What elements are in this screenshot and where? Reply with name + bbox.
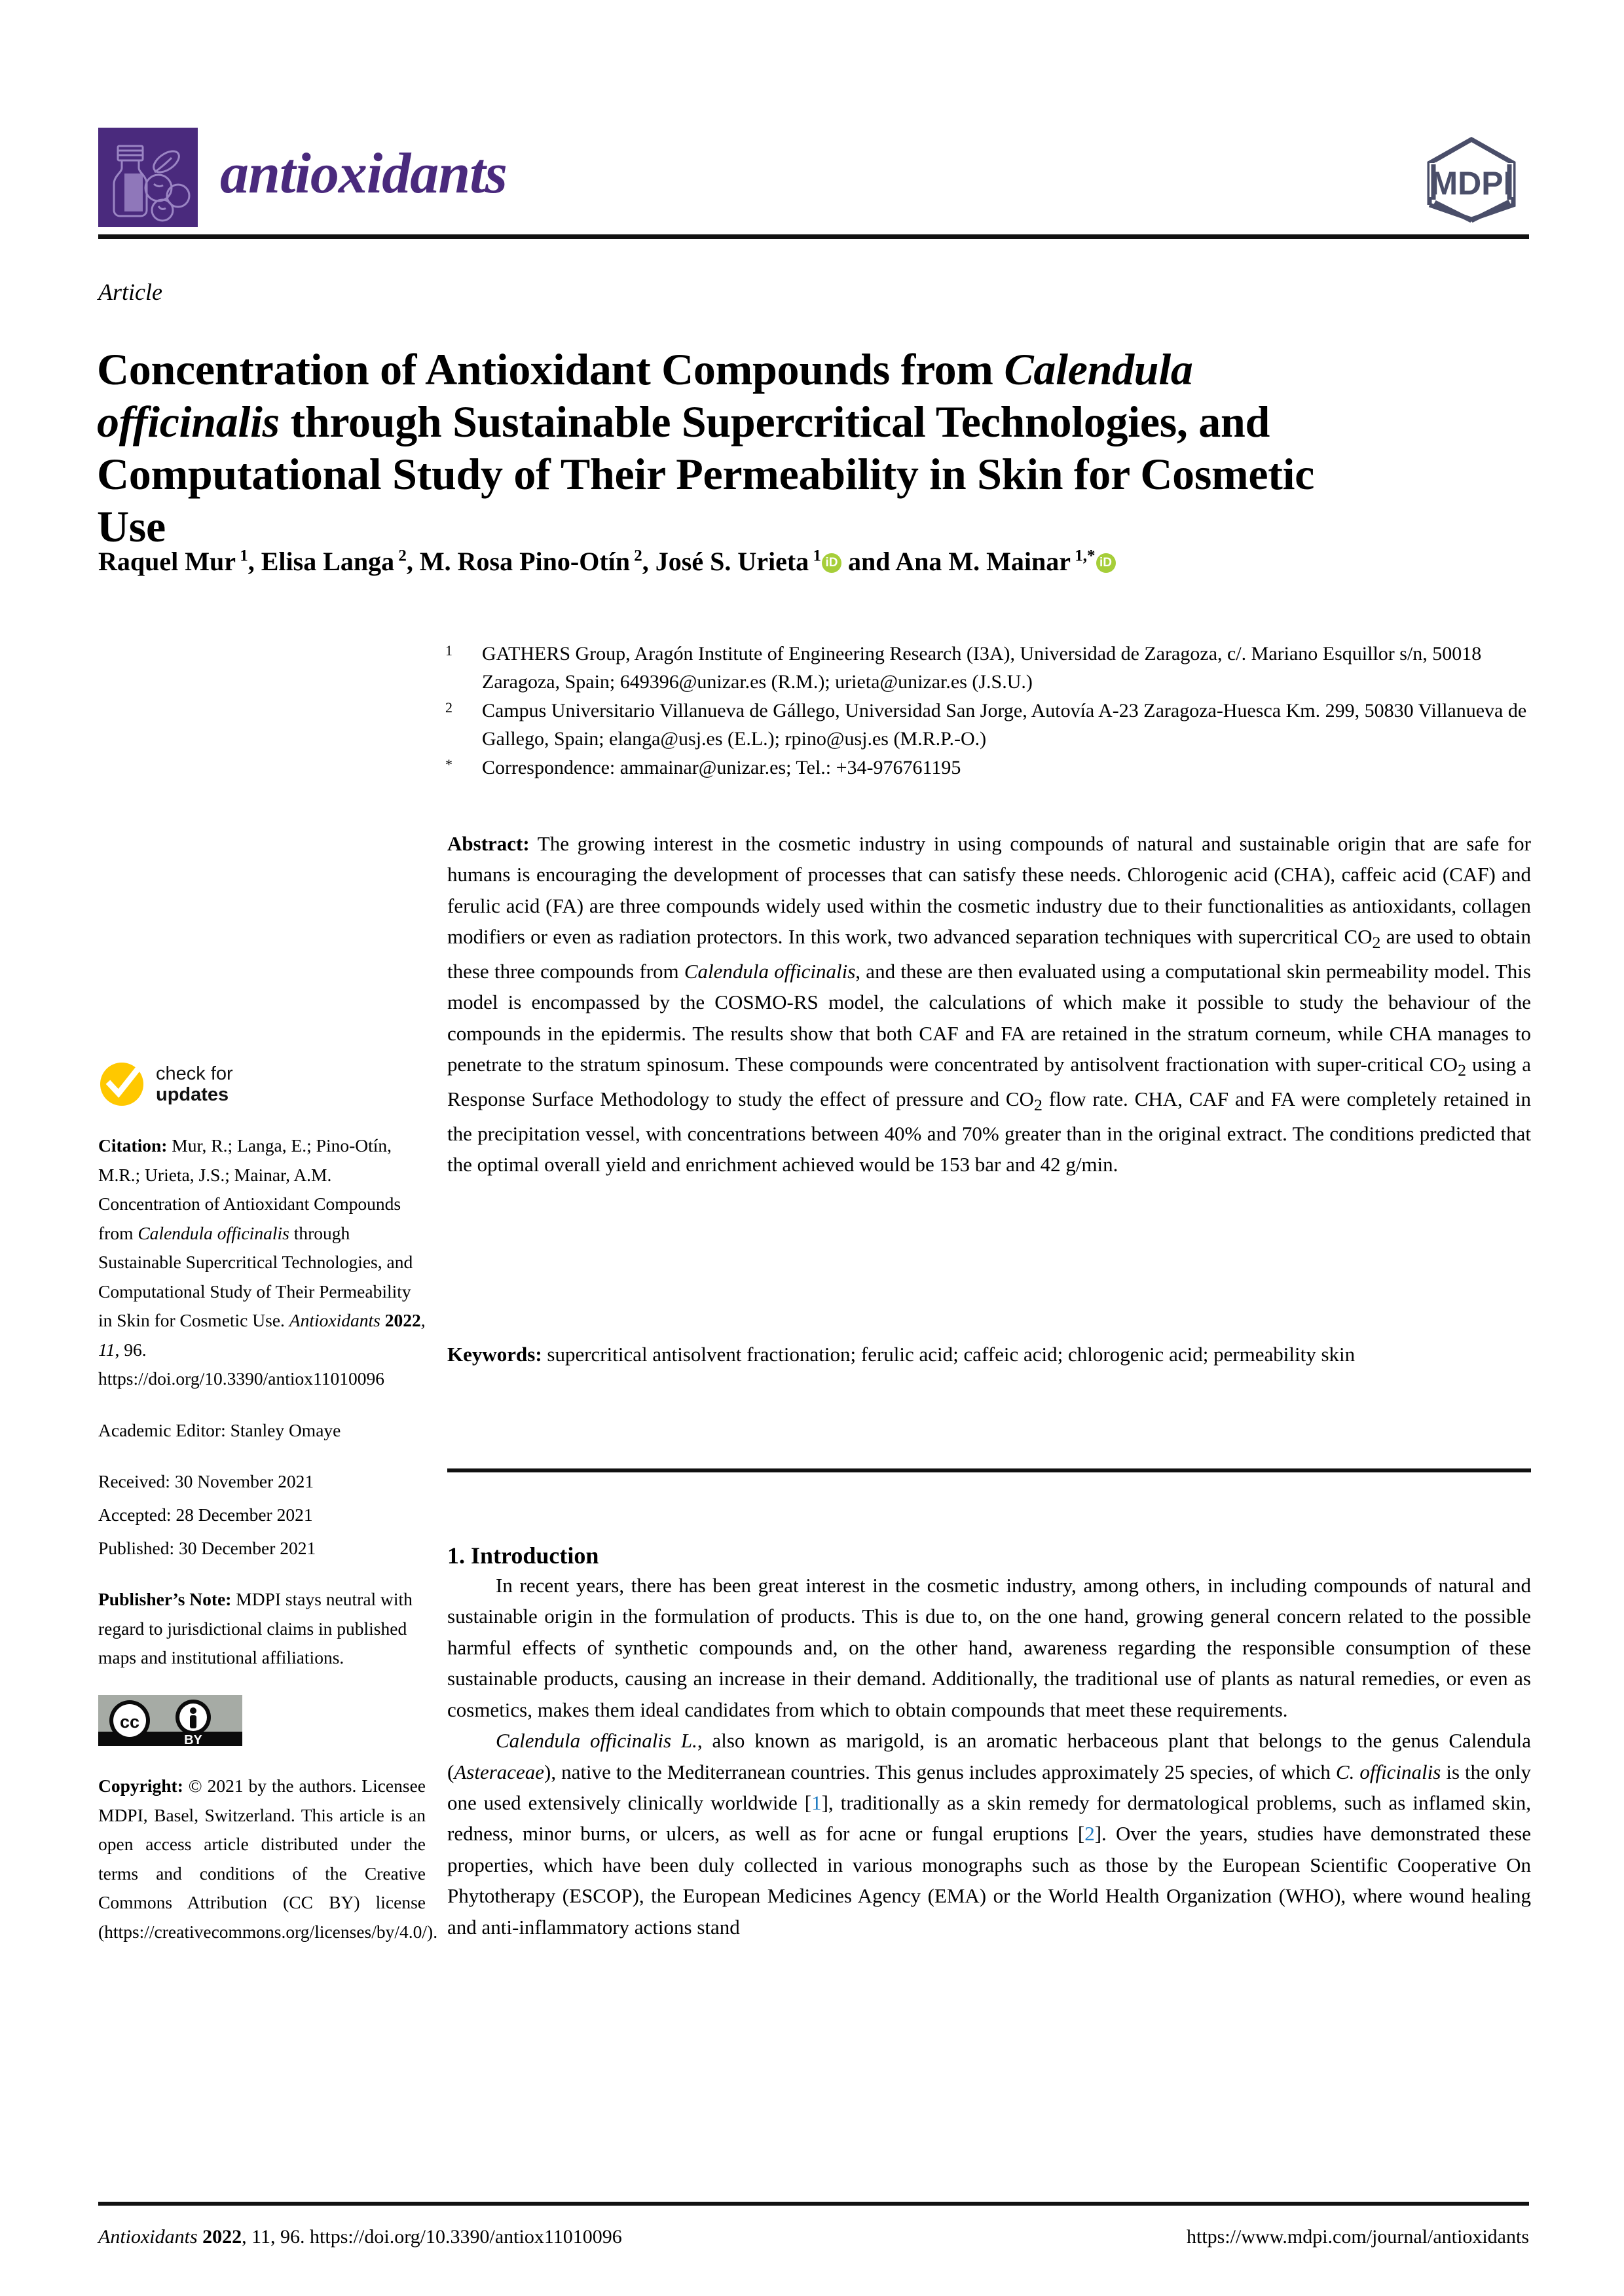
abstract-sub-1: 2	[1372, 933, 1381, 953]
accepted-date: Accepted: 28 December 2021	[98, 1504, 313, 1525]
publishers-note-label: Publisher’s Note:	[98, 1589, 232, 1610]
copyright-block	[98, 1772, 438, 1946]
check-for-updates-badge[interactable]	[98, 1061, 426, 1108]
page-title	[97, 343, 1380, 553]
orcid-icon[interactable]: iD	[1096, 553, 1116, 573]
citation-authors: Mur, R.; Langa, E.; Pino-Otín, M.R.; Urieta, J.S.; Mainar, A.M. Concentration of Antioxidant Compounds from	[98, 1135, 401, 1243]
affiliation-row	[445, 754, 1532, 785]
journal-logo-group	[98, 128, 507, 227]
abstract-label: Abstract:	[447, 832, 530, 855]
reference-link-1[interactable]: 1	[811, 1791, 822, 1814]
intro-p2-seg-a: , also known as marigold, is an aromatic herbaceous plant that belongs to the genus Calendula (	[447, 1729, 1531, 1783]
citation-species: Calendula officinalis	[138, 1222, 289, 1243]
author-name: José S. Urieta	[655, 547, 809, 576]
author-name: Ana M. Mainar	[895, 547, 1071, 576]
affiliation-row	[445, 697, 1532, 753]
mdpi-hexagon-icon	[1414, 134, 1529, 223]
check-circle-icon	[98, 1061, 145, 1108]
creative-commons-by-icon[interactable]	[98, 1695, 426, 1755]
author-affiliation-marker: 1,*	[1071, 547, 1096, 565]
title-segment-1: Concentration of Antioxidant Compounds from	[97, 344, 1005, 394]
header-divider	[98, 234, 1529, 239]
author-name: Raquel Mur	[98, 547, 236, 576]
asteraceae-family-name: Asteraceae	[454, 1760, 545, 1783]
intro-paragraph-1: In recent years, there has been great interest in the cosmetic industry, among others, in including compounds of natural and sustainable origin in the formulation of products. This is due to, on the one hand, growing general concern related to the possible harmful effects of synthetic compounds and, on the other hand, awareness regarding the responsible consumption of these sustainable products, causing an increase in their demand. Additionally, the traditional use of plants as natural remedies, or even as cosmetics, makes them ideal candidates from which to obtain compounds that meet these requirements.	[447, 1574, 1531, 1721]
citation-page: , 96.	[115, 1339, 147, 1360]
abstract-text-2: are used to obtain these three compounds from	[447, 925, 1531, 983]
author-list	[98, 545, 1408, 579]
keywords-text: supercritical antisolvent fractionation; ferulic acid; caffeic acid; chlorogenic acid; permeability skin	[542, 1343, 1356, 1366]
check-updates-line2: updates	[156, 1084, 229, 1105]
abstract-text-1: The growing interest in the cosmetic industry in using compounds of natural and sustainable origin that are safe for humans is encouraging the development of processes that can satisfy these needs. Chlorogenic acid (CHA), caffeic acid (CAF) and ferulic acid (FA) are three compounds widely used within the cosmetic industry due to their functionalities as antioxidants, collagen modifiers or even as radiation protectors. In this work, two advanced separation techniques with supercritical CO	[447, 832, 1531, 949]
abstract-text-5: flow rate. CHA, CAF and FA were completely retained in the precipitation vessel, with concentrations between 40% and 70% greater than in the original extract. The conditions predicted that the optimal overall yield and enrichment achieved would be 153 bar and 42 g/min.	[447, 1087, 1531, 1176]
publishers-note	[98, 1585, 426, 1673]
author-affiliation-marker: 2	[394, 547, 407, 565]
page-footer	[98, 2226, 1529, 2248]
citation-doi-link[interactable]: https://doi.org/10.3390/antiox11010096	[98, 1368, 384, 1389]
affiliation-list	[445, 640, 1532, 786]
abstract-species: Calendula officinalis	[684, 959, 856, 983]
reference-link-2[interactable]: 2	[1084, 1822, 1095, 1846]
affiliation-text: Correspondence: ammainar@unizar.es; Tel.: +34-976761195	[482, 757, 961, 779]
keywords-divider	[447, 1468, 1531, 1472]
section-heading-introduction: 1. Introduction	[447, 1542, 599, 1569]
author-separator: ,	[406, 547, 420, 576]
author-name: M. Rosa Pino-Otín	[419, 547, 631, 576]
footer-citation	[98, 2226, 622, 2248]
intro-p2-seg-e: ]. Over the years, studies have demonstrated these properties, which have been duly collected in various monographs such as those by the European Scientific Cooperative On Phytotherapy (ESCOP), the European Medicines Agency (EMA) or the World Health Organization (WHO), where wound healing and anti-inflammatory actions stand	[447, 1822, 1532, 1939]
footer-citation-rest: , 11, 96. https://doi.org/10.3390/antiox11010096	[242, 2226, 622, 2248]
author-affiliation-marker: 2	[630, 547, 642, 565]
c-officinalis-name: C. officinalis	[1335, 1760, 1441, 1783]
citation-year: 2022	[380, 1310, 421, 1331]
affiliation-row	[445, 640, 1532, 696]
intro-p2-seg-d: ], traditionally as a skin remedy for dermatological problems, such as inflamed skin, redness, minor burns, or ulcers, as well as for acne or fungal eruptions [	[447, 1791, 1531, 1846]
page-header	[98, 128, 1529, 232]
citation-label: Citation:	[98, 1135, 168, 1156]
intro-p2-seg-b: ), native to the Mediterranean countries. This genus includes approximately 25 species, of which	[544, 1760, 1336, 1783]
bottle-berries-icon	[98, 128, 198, 227]
check-updates-line1: check for	[156, 1063, 233, 1084]
footer-year: 2022	[197, 2226, 242, 2248]
received-date: Received: 30 November 2021	[98, 1471, 314, 1492]
author-affiliation-marker: 1	[809, 547, 821, 565]
intro-p2-seg-c: is the only one used extensively clinically worldwide [	[447, 1760, 1531, 1814]
keywords-label: Keywords:	[447, 1343, 542, 1366]
footer-divider	[98, 2202, 1529, 2206]
title-segment-2: through Sustainable Supercritical Technologies, and Computational Study of Their Permeability in Skin for Cosmetic Use	[97, 396, 1315, 552]
citation-volume: , 11	[98, 1310, 426, 1360]
author-affiliation-marker: 1	[236, 547, 248, 565]
author-separator: ,	[248, 547, 261, 576]
footer-journal-url[interactable]: https://www.mdpi.com/journal/antioxidants	[1186, 2226, 1529, 2248]
published-date: Published: 30 December 2021	[98, 1537, 316, 1558]
affiliation-marker: 2	[445, 699, 452, 716]
abstract-text-3: , and these are then evaluated using a computational skin permeability model. This model is encompassed by the COSMO-RS model, the calculations of which make it possible to study the behaviour of the compounds in the epidermis. The results show that both CAF and FA are retained in the stratum corneum, while CHA manages to penetrate to the stratum spinosum. These compounds were concentrated by antisolvent fractionation with super-critical CO	[447, 959, 1531, 1076]
copyright-text: © 2021 by the authors. Licensee MDPI, Basel, Switzerland. This article is an open access article distributed under the terms and conditions of the Creative Commons Attribution (CC BY) license (https://creativecommons.org/licenses/by/4.0/).	[98, 1776, 438, 1942]
citation-journal: Antioxidants	[289, 1310, 380, 1331]
keywords-section	[447, 1339, 1531, 1370]
footer-journal-name: Antioxidants	[98, 2226, 198, 2248]
affiliation-marker: *	[445, 756, 452, 773]
affiliation-text: GATHERS Group, Aragón Institute of Engineering Research (I3A), Universidad de Zaragoza, c/. Mariano Esquillor s/n, 50018 Zaragoza, Spain; 649396@unizar.es (R.M.); urieta@unizar.es (J.S.U.)	[482, 643, 1482, 693]
affiliation-text: Campus Universitario Villanueva de Gállego, Universidad San Jorge, Autovía A-23 Zaragoza-Huesca Km. 299, 50830 Villanueva de Gallego, Spain; elanga@usj.es (E.L.); rpino@usj.es (M.R.P.-O.)	[482, 700, 1527, 750]
abstract-section	[447, 828, 1531, 1180]
citation-title-rest: through Sustainable Supercritical Technologies, and Computational Study of Their Permeability in Skin for Cosmetic Use.	[98, 1222, 413, 1331]
academic-editor: Academic Editor: Stanley Omaye	[98, 1419, 341, 1440]
abstract-text-4: using a Response Surface Methodology to study the effect of pressure and CO	[447, 1053, 1532, 1110]
author-separator: ,	[642, 547, 655, 576]
copyright-label: Copyright:	[98, 1776, 183, 1796]
mdpi-wordmark: MDPI	[1430, 165, 1513, 202]
introduction-body	[447, 1570, 1531, 1942]
author-separator: and	[841, 547, 896, 576]
publishers-note-text: MDPI stays neutral with regard to jurisdictional claims in published maps and institutional affiliations.	[98, 1589, 413, 1668]
article-type-label: Article	[98, 279, 162, 305]
check-for-updates-label	[156, 1063, 233, 1106]
intro-paragraph-2	[447, 1725, 1531, 1942]
by-glyph: BY	[184, 1732, 202, 1746]
citation-block	[98, 1131, 426, 1394]
journal-title: antioxidants	[220, 142, 507, 206]
abstract-sub-2: 2	[1458, 1061, 1466, 1080]
cc-glyph: cc	[119, 1711, 140, 1732]
title-species-name: Calendula officinalis	[97, 344, 1193, 446]
abstract-sub-3: 2	[1033, 1095, 1043, 1115]
affiliation-marker: 1	[445, 642, 452, 659]
orcid-icon[interactable]: iD	[822, 553, 841, 573]
author-name: Elisa Langa	[261, 547, 395, 576]
article-metadata-sidebar	[98, 1061, 438, 1969]
calendula-species-name: Calendula officinalis L.	[496, 1729, 697, 1753]
